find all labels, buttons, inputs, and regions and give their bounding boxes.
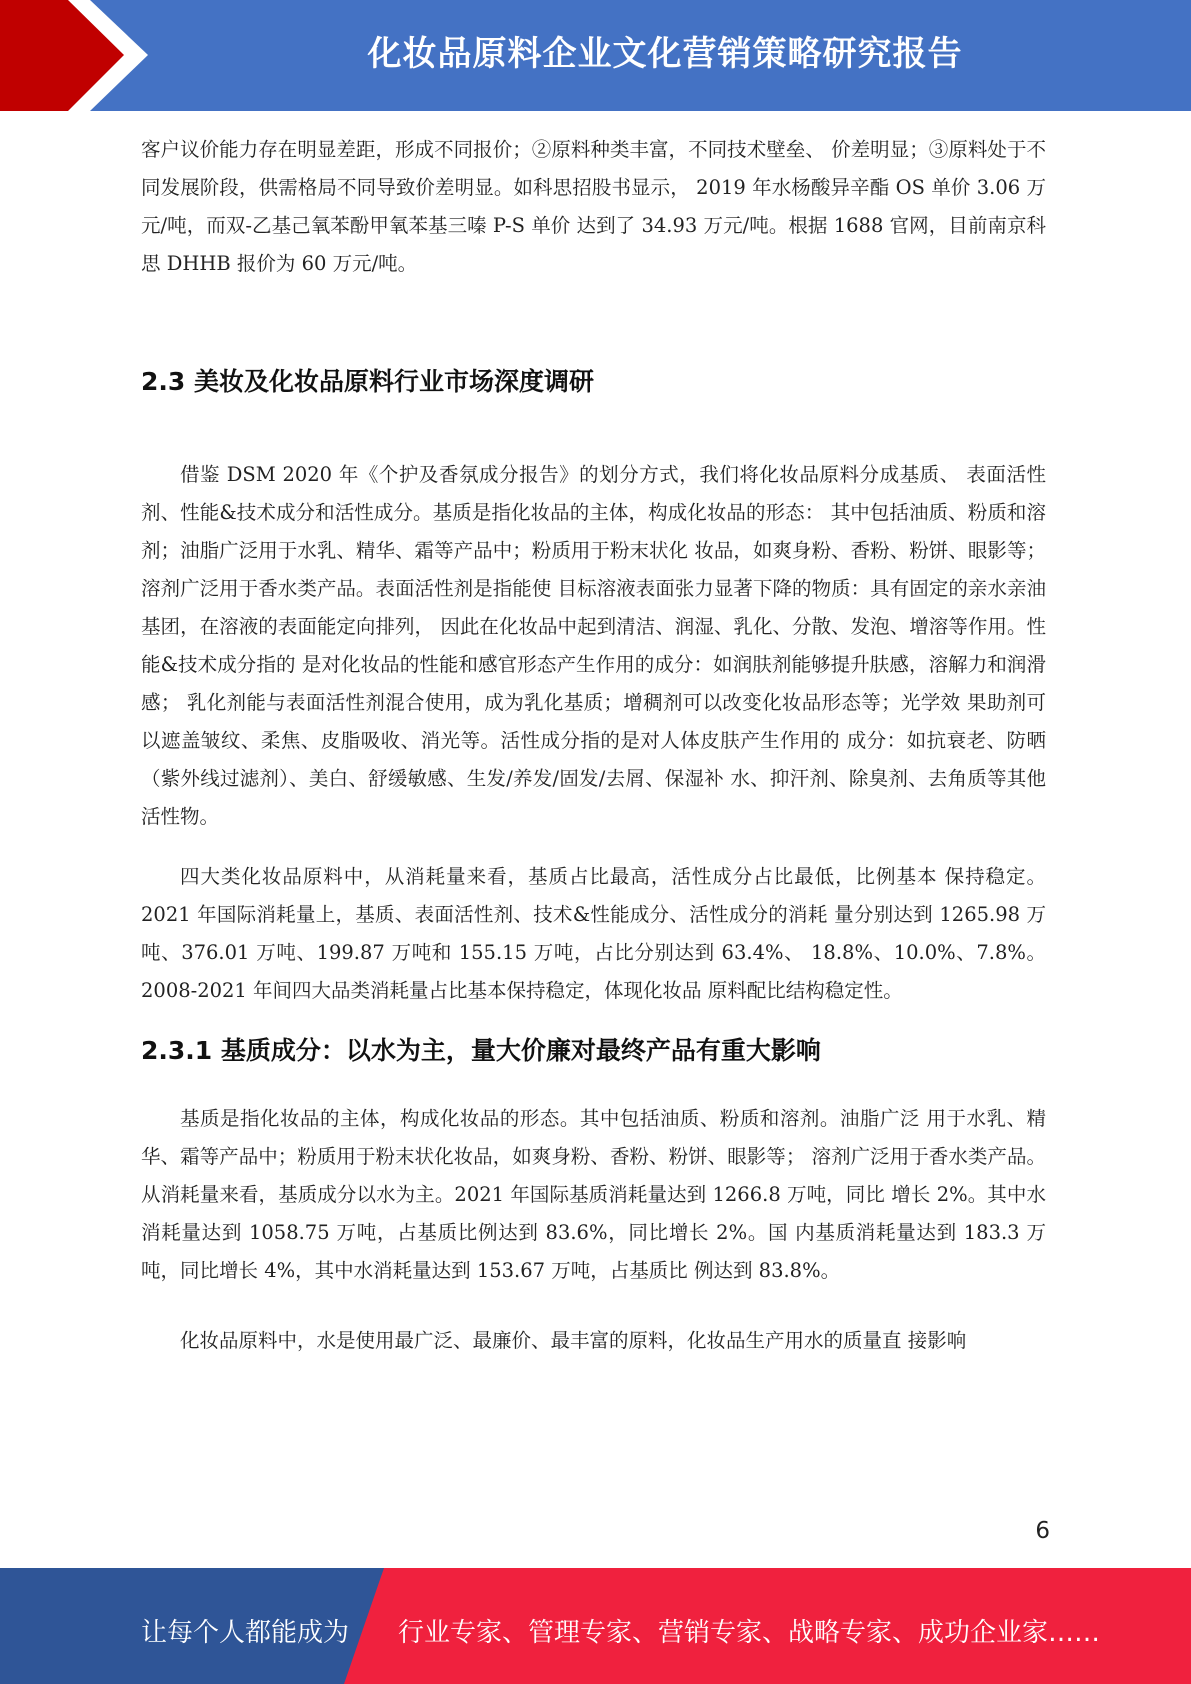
document-title: 化妆品原料企业文化营销策略研究报告 bbox=[367, 34, 963, 74]
section-heading-2-3: 2.3 美妆及化妆品原料行业市场深度调研 bbox=[141, 367, 594, 396]
spacer bbox=[141, 1070, 1046, 1100]
paragraph-continued: 客户议价能力存在明显差距，形成不同报价；②原料种类丰富，不同技术壁垒、 价差明显；③原料处于不同发展阶段，供需格局不同导致价差明显。如科思招股书显示， 2019 年水杨酸异辛酯 OS 单价 3.06 万元/吨，而双-乙基己氧苯酚甲氧苯基三嗪 P-S 单价 达到了 34.93 万元/吨。根据 1688 官网，目前南京科思 DHHB 报价为 60 万元/吨。 bbox=[141, 138, 1046, 275]
paragraph-base-components: 基质是指化妆品的主体，构成化妆品的形态。其中包括油质、粉质和溶剂。油脂广泛 用于水乳、精华、霜等产品中；粉质用于粉末状化妆品，如爽身粉、香粉、粉饼、眼影等； 溶剂广泛用于香水类产品。 从消耗量来看，基质成分以水为主。2021 年国际基质消耗量达到 1266.8 万吨，同比 增长 2%。其中水消耗量达到 1058.75 万吨，占基质比例达到 83.6%，同比增长 2%。国 内基质消耗量达到 183.3 万吨，同比增长 4%，其中水消耗量达到 153.67 万吨，占基质比 例达到 83.8%。 bbox=[141, 1107, 1046, 1282]
spacer bbox=[141, 1290, 1046, 1322]
spacer bbox=[141, 836, 1046, 858]
header-banner bbox=[0, 0, 1191, 111]
document-body bbox=[141, 131, 1046, 1360]
spacer bbox=[141, 1010, 1046, 1032]
footer-slogan-right: 行业专家、管理专家、营销专家、战略专家、成功企业家…… bbox=[398, 1618, 1101, 1648]
spacer bbox=[141, 283, 1046, 363]
paragraph-raw-material-classification: 借鉴 DSM 2020 年《个护及香氛成分报告》的划分方式，我们将化妆品原料分成基质、 表面活性剂、性能&技术成分和活性成分。基质是指化妆品的主体，构成化妆品的形态： 其中包括油质、粉质和溶剂；油脂广泛用于水乳、精华、霜等产品中；粉质用于粉末状化 妆品，如爽身粉、香粉、粉饼、眼影等；溶剂广泛用于香水类产品。表面活性剂是指能使 目标溶液表面张力显著下降的物质：具有固定的亲水亲油基团，在溶液的表面能定向排列， 因此在化妆品中起到清洁、润湿、乳化、分散、发泡、增溶等作用。性能&技术成分指的 是对化妆品的性能和感官形态产生作用的成分：如润肤剂能够提升肤感，溶解力和润滑感； 乳化剂能与表面活性剂混合使用，成为乳化基质；增稠剂可以改变化妆品形态等；光学效 果助剂可以遮盖皱纹、柔焦、皮脂吸收、消光等。活性成分指的是对人体皮肤产生作用的 成分：如抗衰老、防晒（紫外线过滤剂）、美白、舒缓敏感、生发/养发/固发/去屑、保湿补 水、抑汗剂、除臭剂、去角质等其他活性物。 bbox=[141, 463, 1046, 828]
paragraph-consumption-share: 四大类化妆品原料中，从消耗量来看，基质占比最高，活性成分占比最低，比例基本 保持稳定。2021 年国际消耗量上，基质、表面活性剂、技术&性能成分、活性成分的消耗 量分别达到 1265.98 万吨、376.01 万吨、199.87 万吨和 155.15 万吨，占比分别达到 63.4%、 18.8%、10.0%、7.8%。2008-2021 年间四大品类消耗量占比基本保持稳定，体现化妆品 原料配比结构稳定性。 bbox=[141, 865, 1046, 1002]
footer-slogan-left: 让每个人都能成为 bbox=[141, 1618, 350, 1648]
paragraph-water: 化妆品原料中，水是使用最广泛、最廉价、最丰富的原料，化妆品生产用水的质量直 接影响 bbox=[180, 1329, 967, 1352]
page-number: 6 bbox=[1035, 1518, 1050, 1544]
footer-banner bbox=[0, 1568, 1191, 1684]
spacer bbox=[141, 401, 1046, 456]
section-heading-2-3-1: 2.3.1 基质成分：以水为主，量大价廉对最终产品有重大影响 bbox=[141, 1036, 821, 1065]
